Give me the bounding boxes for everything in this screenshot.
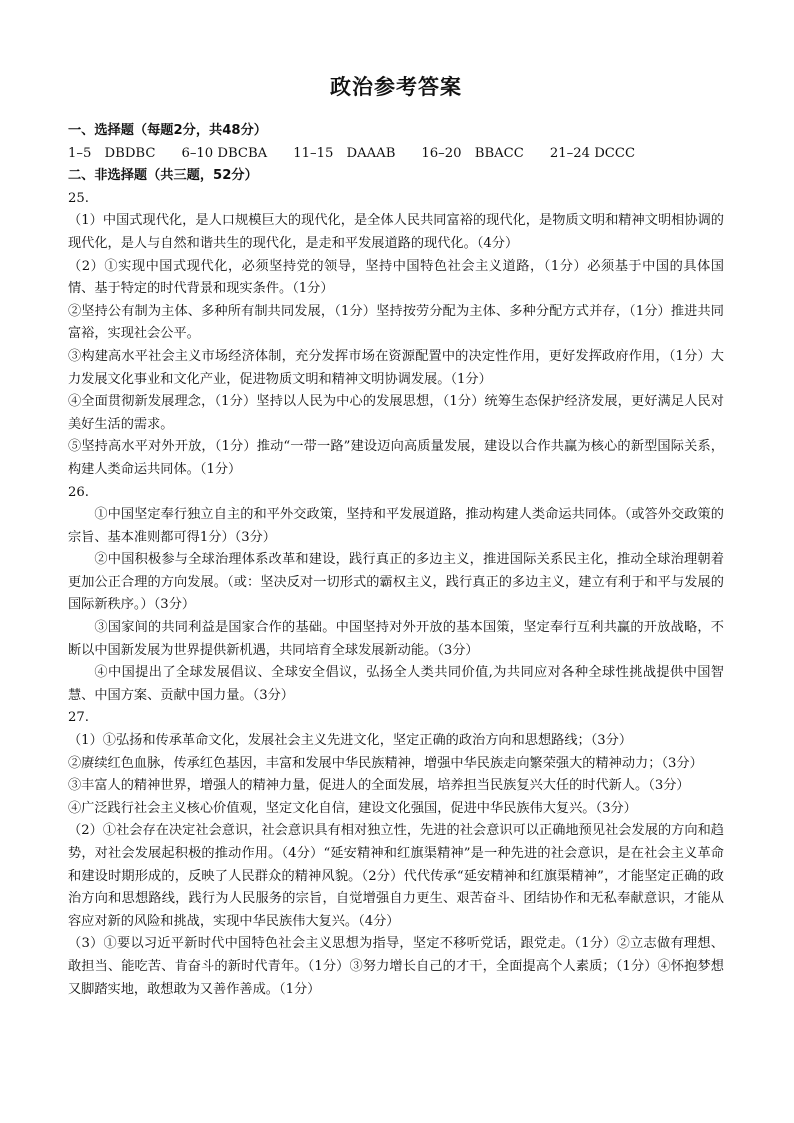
q26-point4: ④中国提出了全球发展倡议、全球安全倡议，弘扬全人类共同价值,为共同应对各种全球性挑战提供中国智慧、中国方案、贡献中国力量。（3分） (68, 665, 724, 703)
question-number-26: 26. (68, 484, 89, 500)
q27-part1-point4: ④广泛践行社会主义核心价值观，坚定文化自信，建设文化强国，促进中华民族伟大复兴。（3分） (68, 800, 637, 816)
page-title: 政治参考答案 (330, 75, 462, 99)
section2-heading: 二、非选择题（共三题，52分） (68, 168, 258, 184)
q26-point3: ③国家间的共同利益是国家合作的基础。中国坚持对外开放的基本国策，坚定奉行互利共赢的开放战略，不断以中国新发展为世界提供新机遇，共同培育全球发展新动能。（3分） (68, 620, 724, 658)
answer-group: 1–5 DBDBC (68, 145, 156, 161)
q27-part1-point1: （1）①弘扬和传承革命文化，发展社会主义先进文化，坚定正确的政治方向和思想路线；（3分） (68, 733, 633, 749)
q26-point2: ②中国积极参与全球治理体系改革和建设，践行真正的多边主义，推进国际关系民主化，推动全球治理朝着更加公正合理的方向发展。（或：坚决反对一切形式的霸权主义，践行真正的多边主义，建立有利于和平与发展的国际新秩序。）（3分） (68, 552, 724, 613)
question-number-25: 25. (68, 190, 89, 206)
section1-heading: 一、选择题（每题2分，共48分） (68, 123, 267, 138)
q27-part3: （3）①要以习近平新时代中国特色社会主义思想为指导，坚定不移听党话，跟党走。（1分）②立志做有理想、敢担当、能吃苦、肯奋斗的新时代青年。（1分）③努力增长自己的才干，全面提高个人素质；（1分）④怀抱梦想又脚踏实地，敢想敢为又善作善成。（1分） (68, 936, 724, 997)
q25-part1: （1）中国式现代化，是人口规模巨大的现代化，是全体人民共同富裕的现代化，是物质文明和精神文明相协调的现代化，是人与自然和谐共生的现代化，是走和平发展道路的现代化。（4分） (68, 213, 724, 251)
answer-group: 21–24 DCCC (549, 145, 636, 161)
answer-group: 11–15 DAAAB (293, 145, 396, 161)
question-number-27: 27. (68, 710, 89, 726)
q25-part2-point5: ⑤坚持高水平对外开放，（1分）推动“一带一路”建设迈向高质量发展，建设以合作共赢为核心的新型国际关系，构建人类命运共同体。（1分） (68, 439, 724, 477)
q25-part2-point3: ③构建高水平社会主义市场经济体制，充分发挥市场在资源配置中的决定性作用，更好发挥政府作用，（1分）大力发展文化事业和文化产业，促进物质文明和精神文明协调发展。（1分） (68, 348, 724, 387)
answer-group: 6–10 DBCBA (181, 145, 268, 161)
q25-part2-point2: ②坚持公有制为主体、多种所有制共同发展，（1分）坚持按劳分配为主体、多种分配方式并存，（1分）推进共同富裕，实现社会公平。 (68, 303, 724, 342)
q27-part1-point2: ②赓续红色血脉，传承红色基因，丰富和发展中华民族精神，增强中华民族走向繁荣强大的精神动力；（3分） (68, 755, 703, 771)
answer-group: 16–20 BBACC (421, 145, 524, 161)
q26-point1: ①中国坚定奉行独立自主的和平外交政策，坚持和平发展道路，推动构建人类命运共同体。（或答外交政策的宗旨、基本准则都可得1分）（3分） (68, 507, 724, 545)
choice-answers (68, 143, 724, 166)
q27-part2: （2）①社会存在决定社会意识，社会意识具有相对独立性，先进的社会意识可以正确地预见社会发展的方向和趋势，对社会发展起积极的推动作用。（4分）“延安精神和红旗渠精神”是一种先进的社会意识，是在社会主义革命和建设时期形成的，反映了人民群众的精神风貌。（2分）代代传承“延安精神和红旗渠精神”，才能坚定正确的政治方向和思想路线，践行为人民服务的宗旨，自觉增强自力更生、艰苦奋斗、团结协作和无私奉献意识，才能从容应对新的风险和挑战，实现中华民族伟大复兴。（4分） (68, 823, 724, 929)
q25-part2-point1: （2）①实现中国式现代化，必须坚持党的领导，坚持中国特色社会主义道路，（1分）必须基于中国的具体国情、基于特定的时代背景和现实条件。（1分） (68, 258, 724, 297)
q27-part1-point3: ③丰富人的精神世界，增强人的精神力量，促进人的全面发展，培养担当民族复兴大任的时代新人。（3分） (68, 778, 690, 794)
q25-part2-point4: ④全面贯彻新发展理念，（1分）坚持以人民为中心的发展思想，（1分）统筹生态保护经济发展，更好满足人民对美好生活的需求。 (68, 394, 724, 432)
